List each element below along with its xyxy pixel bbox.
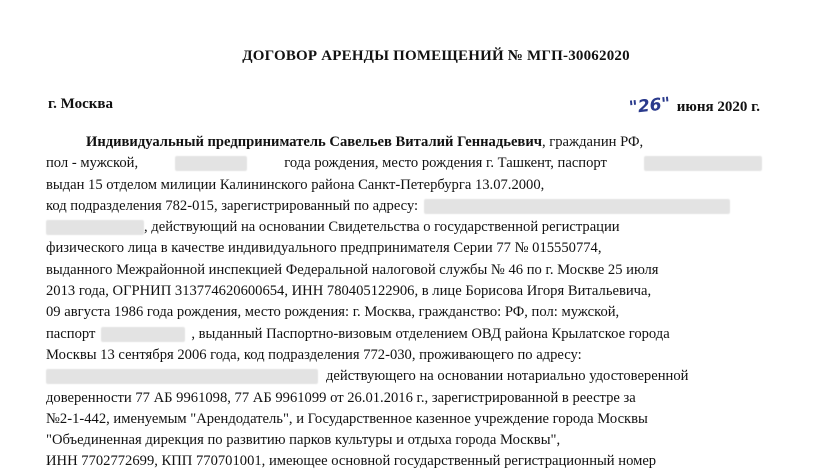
text-line <box>46 132 762 153</box>
text-line <box>46 366 762 387</box>
text-line <box>46 388 762 409</box>
text-line <box>46 281 762 302</box>
text-span: выдан 15 отделом милиции Калининского района Санкт-Петербурга 13.07.2000, <box>46 176 545 193</box>
text-span: действующего на основании нотариально удостоверенной <box>326 368 689 385</box>
text-span: паспорт <box>46 325 96 342</box>
text-line <box>46 345 762 366</box>
document-city: г. Москва <box>48 96 113 112</box>
redacted-block <box>46 220 144 235</box>
redacted-block <box>46 369 318 384</box>
redacted-block <box>101 327 185 342</box>
text-line <box>46 153 762 174</box>
text-span: , выданный Паспортно-визовым отделением ОВД района Крылатское города <box>191 325 670 342</box>
text-line <box>46 217 762 238</box>
text-span: №2-1-442, именуемым "Арендодатель", и Государственное казенное учреждение города Москвы <box>46 410 648 427</box>
document-body <box>46 132 762 473</box>
text-span: физического лица в качестве индивидуального предпринимателя Серии 77 № 015550774, <box>46 240 602 257</box>
text-span: код подразделения 782-015, зарегистрированный по адресу: <box>46 197 419 214</box>
redacted-block <box>644 156 762 171</box>
text-line <box>46 451 762 472</box>
text-span: пол - мужской, <box>46 155 139 172</box>
text-span: доверенности 77 АБ 9961098, 77 АБ 9961099 от 26.01.2016 г., зарегистрированной в реестре за <box>46 389 636 406</box>
text-span: , гражданин РФ, <box>541 134 644 150</box>
text-span: 09 августа 1986 года рождения, место рождения: г. Москва, гражданство: РФ, пол: мужской, <box>46 304 620 321</box>
text-line <box>46 260 762 281</box>
text-span: , действующий на основании Свидетельства о государственной регистрации <box>144 219 620 236</box>
text-span: 2013 года, ОГРНИП 313774620600654, ИНН 780405122906, в лице Борисова Игоря Витальевича, <box>46 283 652 300</box>
text-line <box>46 175 762 196</box>
text-line <box>46 302 762 323</box>
text-span: Москвы 13 сентября 2006 года, код подразделения 772-030, проживающего по адресу: <box>46 346 582 363</box>
text-line <box>46 430 762 451</box>
date-month-year: июня 2020 г. <box>676 99 760 115</box>
text-line <box>46 409 762 430</box>
text-line <box>46 324 762 345</box>
redacted-block <box>424 199 730 214</box>
document-date <box>627 93 760 119</box>
text-line <box>46 196 762 217</box>
document-title: ДОГОВОР АРЕНДЫ ПОМЕЩЕНИЙ № МГП-30062020 <box>242 48 630 64</box>
text-span: "Объединенная дирекция по развитию парков культуры и отдыха города Москвы", <box>46 432 561 449</box>
party-name: Индивидуальный предприниматель Савельев Виталий Геннадьевич <box>86 134 542 150</box>
redacted-block <box>175 156 247 171</box>
text-span: года рождения, место рождения г. Ташкент, паспорт <box>284 155 607 172</box>
text-line <box>46 238 762 259</box>
text-span: выданного Межрайонной инспекцией Федеральной налоговой службы № 46 по г. Москве 25 июля <box>46 261 659 278</box>
text-span: ИНН 7702772699, КПП 770701001, имеющее основной государственный регистрационный номер <box>46 453 657 470</box>
handwritten-day: "26" <box>627 93 671 119</box>
